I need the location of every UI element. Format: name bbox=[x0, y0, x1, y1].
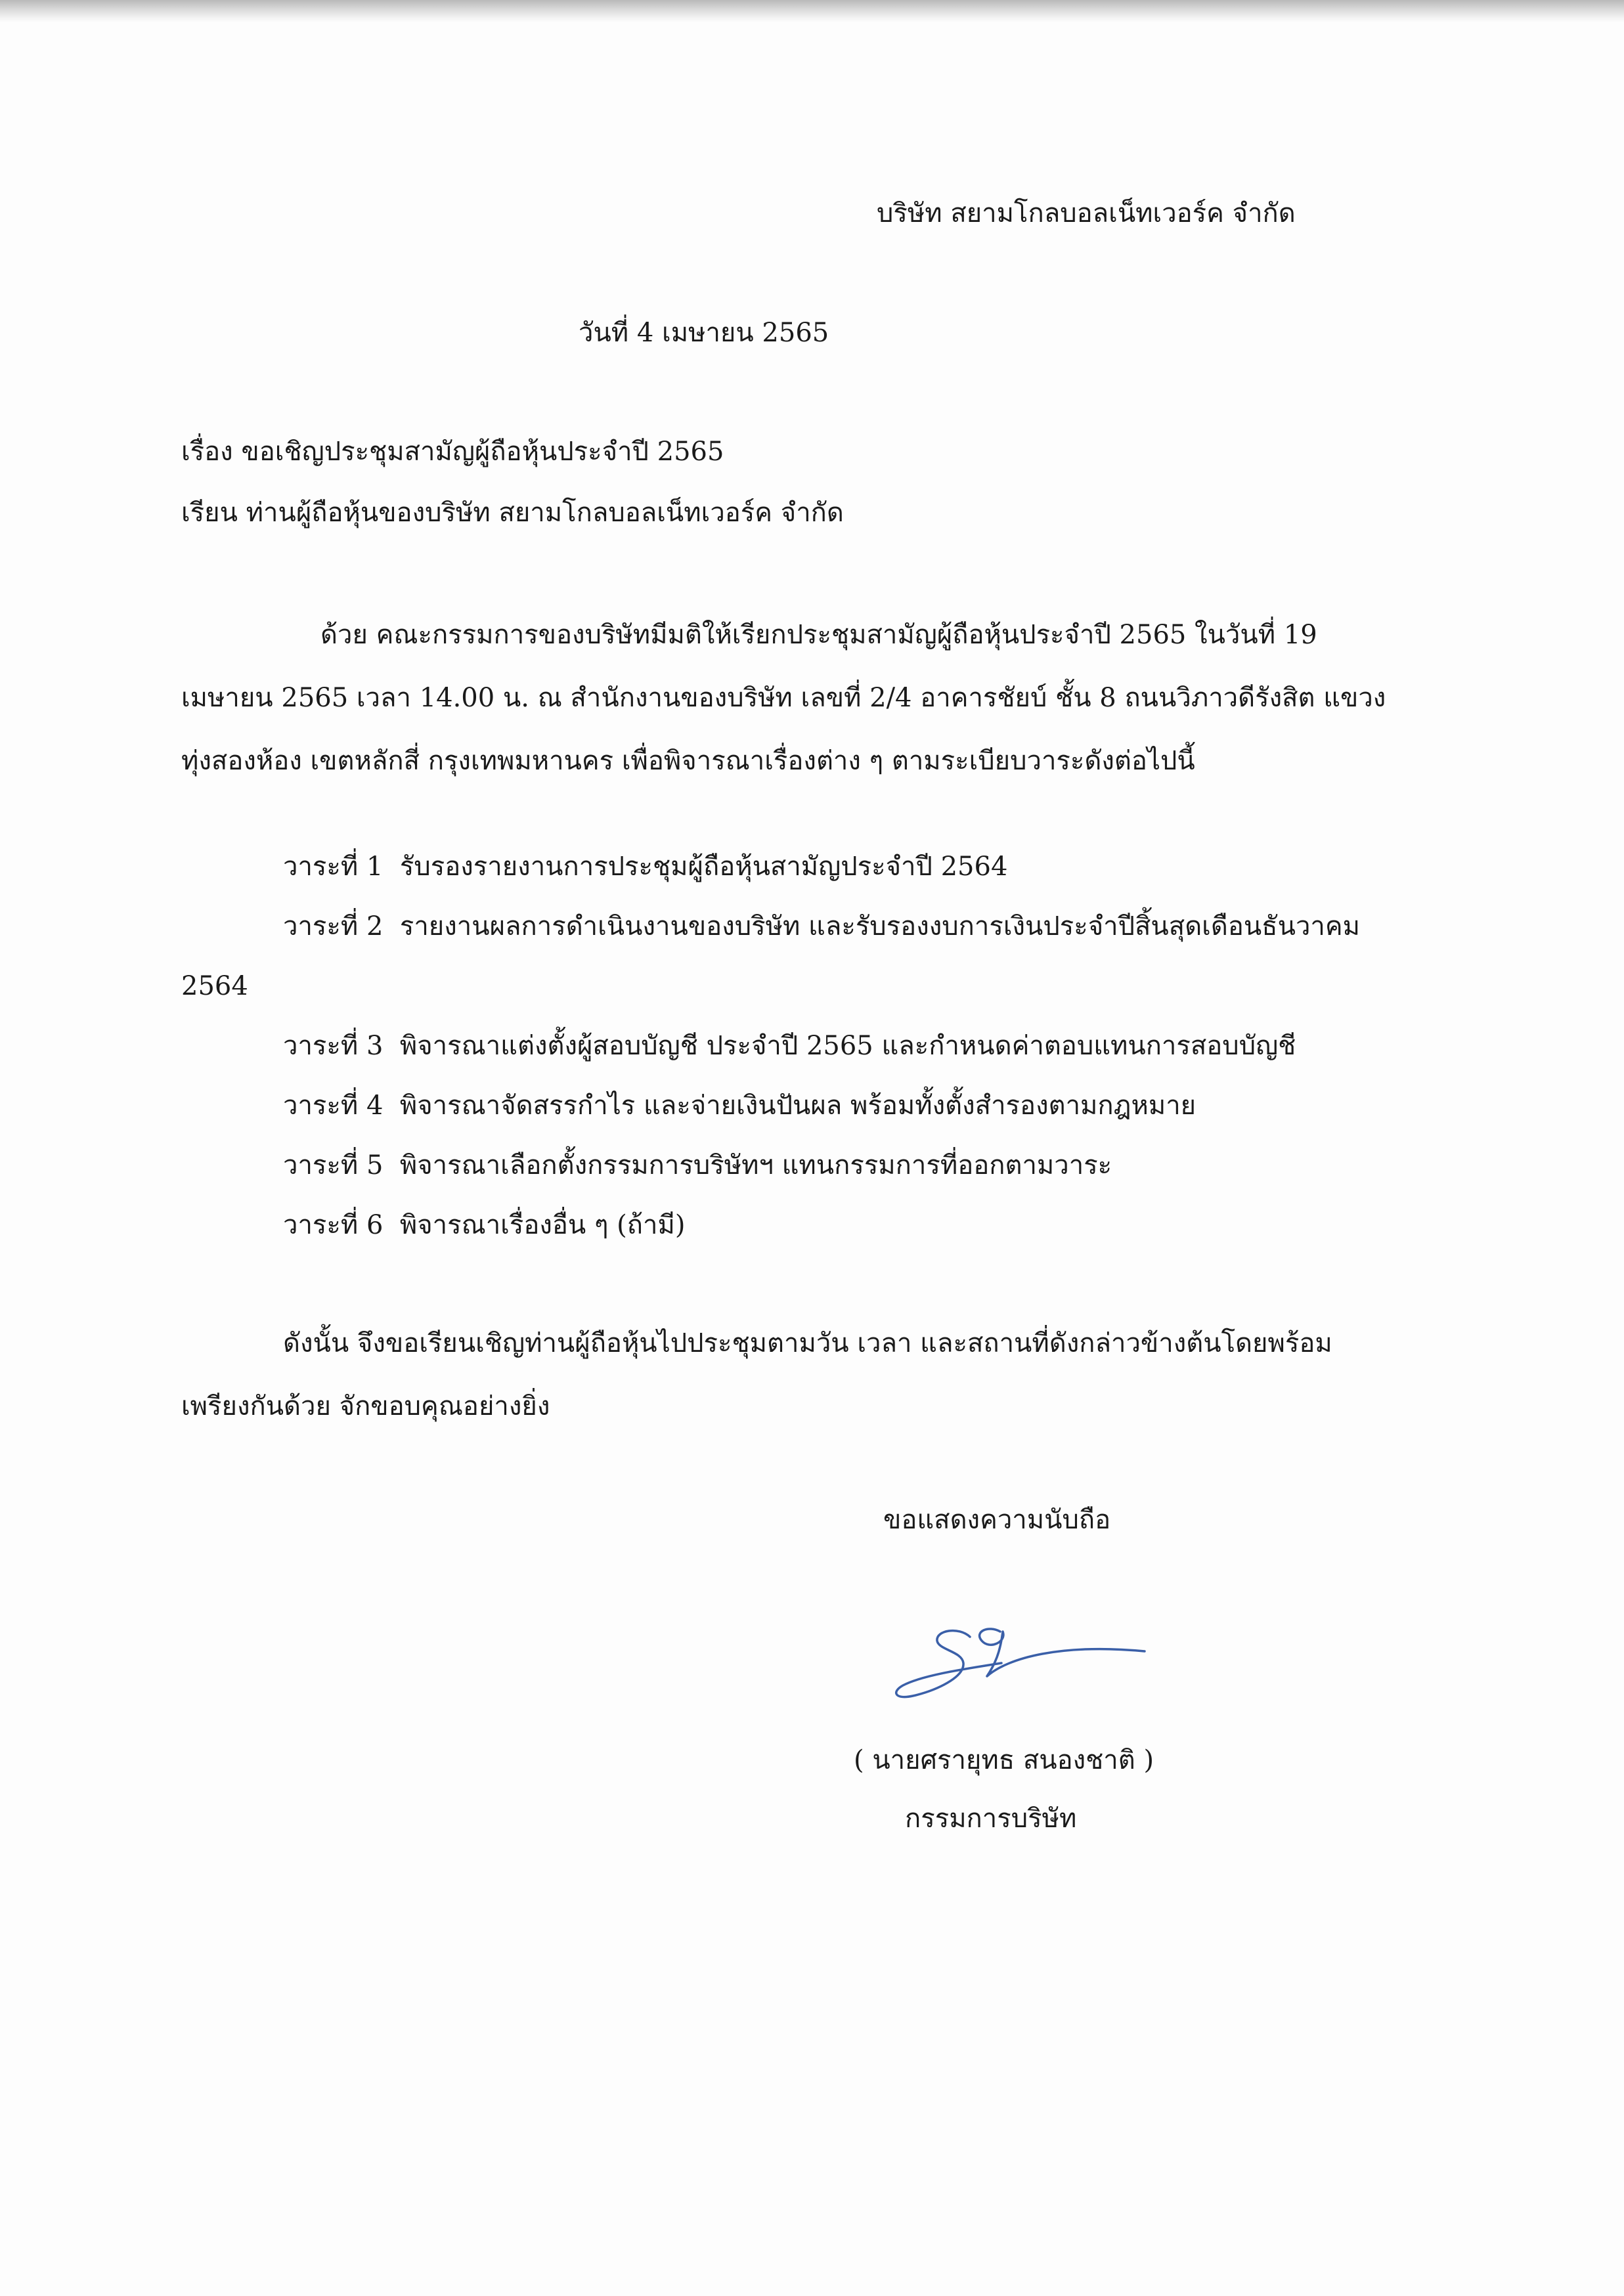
agenda-text: พิจารณาเลือกตั้งกรรมการบริษัทฯ แทนกรรมการที่ออกตามวาระ bbox=[399, 1150, 1112, 1180]
agenda-continuation: 2564 bbox=[181, 971, 248, 1001]
agenda-label: วาระที่ 4 bbox=[283, 1091, 384, 1121]
company-header: บริษัท สยามโกลบอลเน็ทเวอร์ค จำกัด bbox=[877, 198, 1296, 228]
signatory-name: ( นายศรายุทธ สนองชาติ ) bbox=[854, 1745, 1154, 1775]
agenda-text: พิจารณาแต่งตั้งผู้สอบบัญชี ประจำปี 2565 และกำหนดค่าตอบแทนการสอบบัญชี bbox=[399, 1031, 1296, 1061]
regards-text: ขอแสดงความนับถือ bbox=[883, 1505, 1111, 1535]
agenda-item bbox=[181, 1076, 1429, 1136]
closing-line: ดังนั้น จึงขอเรียนเชิญท่านผู้ถือหุ้นไปประชุมตามวัน เวลา และสถานที่ดังกล่าวข้างต้นโดยพร้อม bbox=[283, 1328, 1332, 1358]
body-line: ทุ่งสองห้อง เขตหลักสี่ กรุงเทพมหานคร เพื่อพิจารณาเรื่องต่าง ๆ ตามระเบียบวาระดังต่อไปนี้ bbox=[181, 746, 1195, 776]
agenda-item bbox=[181, 837, 1429, 897]
letter-subject: เรื่อง ขอเชิญประชุมสามัญผู้ถือหุ้นประจำปี 2565 bbox=[181, 437, 724, 467]
agenda-label: วาระที่ 6 bbox=[283, 1210, 384, 1240]
agenda-text: พิจารณาเรื่องอื่น ๆ (ถ้ามี) bbox=[399, 1210, 686, 1240]
body-line: เมษายน 2565 เวลา 14.00 น. ณ สำนักงานของบริษัท เลขที่ 2/4 อาคารชัยบ์ ชั้น 8 ถนนวิภาวดีรังสิต แขวง bbox=[181, 683, 1386, 713]
letter-date: วันที่ 4 เมษายน 2565 bbox=[579, 318, 829, 348]
agenda-list bbox=[181, 837, 1429, 1255]
agenda-text: รับรองรายงานการประชุมผู้ถือหุ้นสามัญประจำปี 2564 bbox=[399, 852, 1008, 882]
agenda-item bbox=[181, 1016, 1429, 1076]
signature-stroke bbox=[980, 1629, 1145, 1676]
agenda-item bbox=[181, 1196, 1429, 1255]
scan-edge-shadow bbox=[0, 0, 1624, 22]
signatory-title: กรรมการบริษัท bbox=[905, 1804, 1077, 1834]
agenda-label: วาระที่ 5 bbox=[283, 1150, 384, 1180]
agenda-label: วาระที่ 1 bbox=[283, 852, 384, 882]
agenda-label: วาระที่ 2 bbox=[283, 911, 384, 942]
agenda-text: รายงานผลการดำเนินงานของบริษัท และรับรองงบการเงินประจำปีสิ้นสุดเดือนธันวาคม bbox=[399, 911, 1360, 942]
letter-salutation: เรียน ท่านผู้ถือหุ้นของบริษัท สยามโกลบอลเน็ทเวอร์ค จำกัด bbox=[181, 498, 844, 528]
closing-paragraph bbox=[181, 1312, 1332, 1438]
handwritten-signature bbox=[890, 1612, 1146, 1710]
closing-line: เพรียงกันด้วย จักขอบคุณอย่างยิ่ง bbox=[181, 1391, 550, 1421]
signature-stroke bbox=[896, 1631, 1001, 1697]
agenda-item bbox=[181, 1136, 1429, 1196]
body-line: ด้วย คณะกรรมการของบริษัทมีมติให้เรียกประชุมสามัญผู้ถือหุ้นประจำปี 2565 ในวันที่ 19 bbox=[320, 620, 1317, 650]
agenda-text: พิจารณาจัดสรรกำไร และจ่ายเงินปันผล พร้อมทั้งตั้งสำรองตามกฎหมาย bbox=[399, 1091, 1196, 1121]
agenda-label: วาระที่ 3 bbox=[283, 1031, 384, 1061]
body-paragraph bbox=[181, 603, 1428, 792]
agenda-item bbox=[181, 897, 1429, 957]
